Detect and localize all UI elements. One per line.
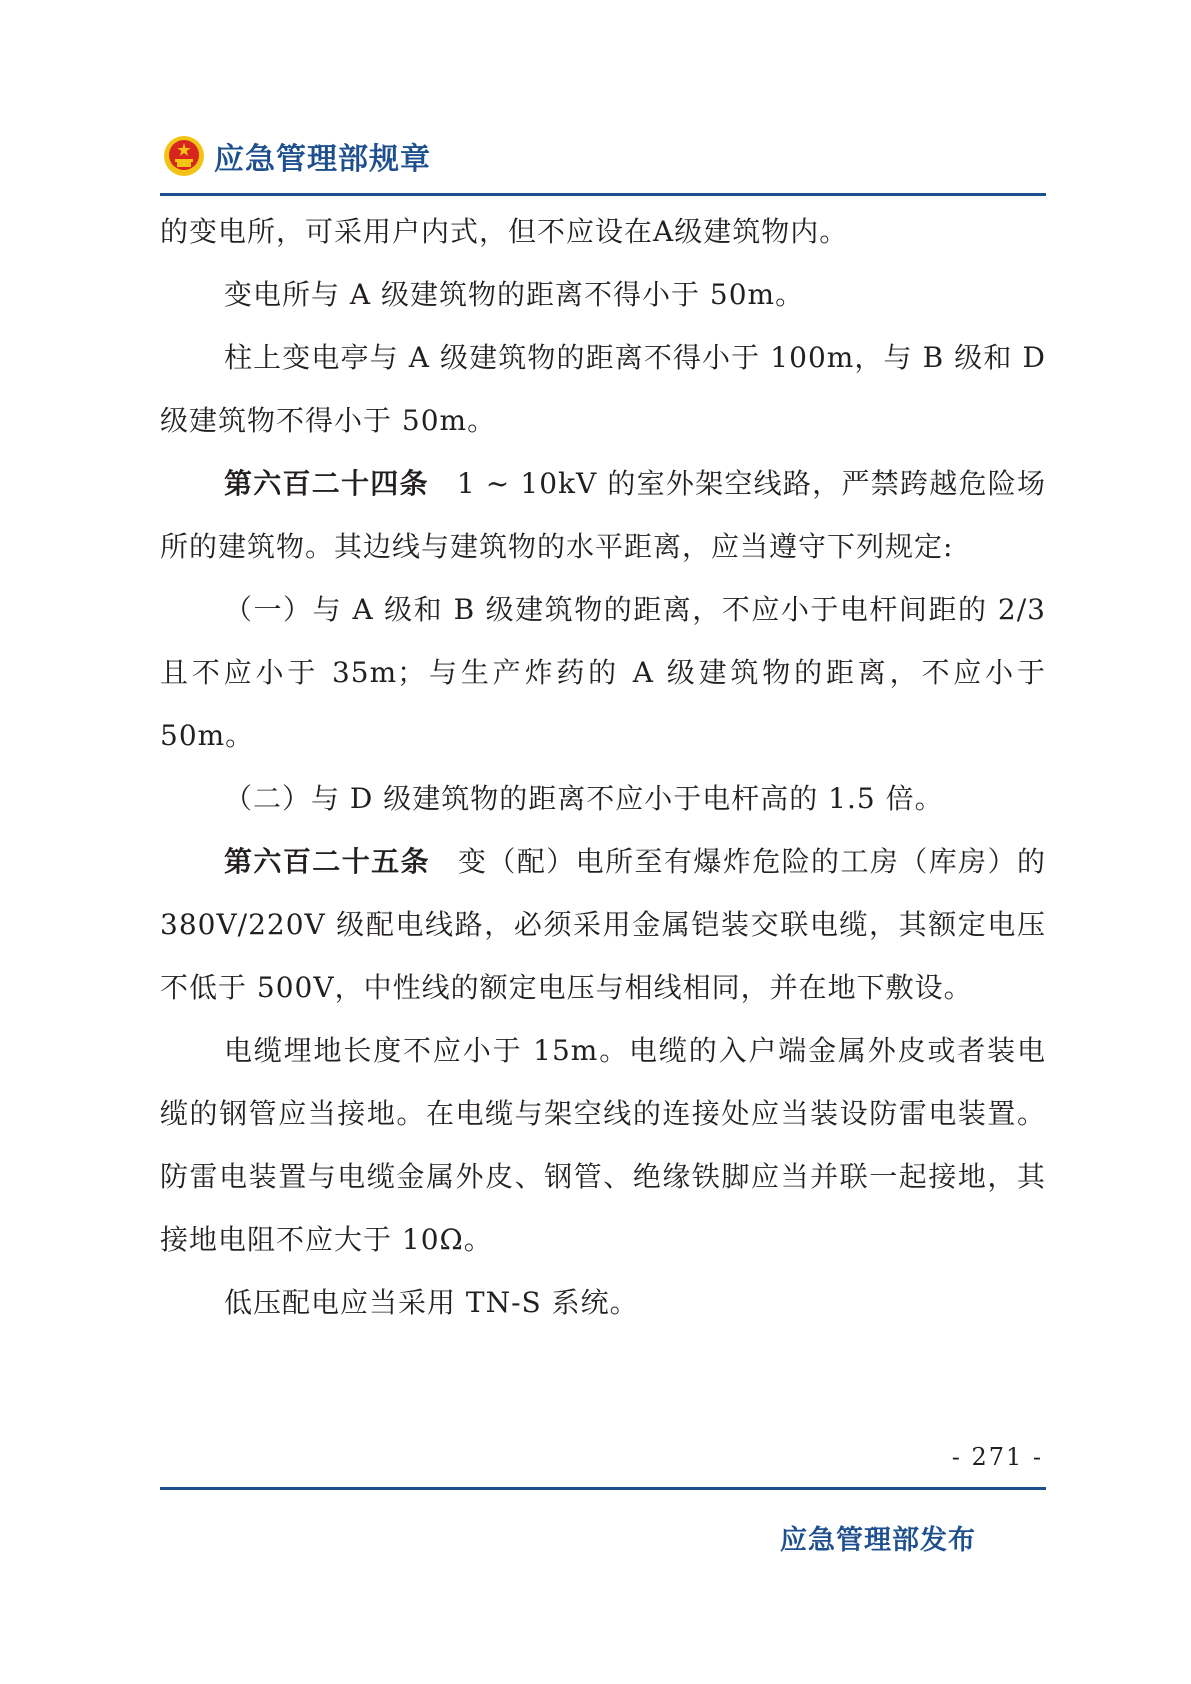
- paragraph: [160, 452, 1046, 578]
- page-header: [162, 128, 431, 184]
- paragraph-text: 的变电所，可采用户内式，但不应设在A级建筑物内。: [160, 215, 849, 248]
- paragraph: [160, 263, 1046, 326]
- header-divider: [160, 193, 1046, 196]
- paragraph-text: 1 ~ 10kV 的室外架空线路，严禁跨越危险场所的建筑物。其边线与建筑物的水平距离，应当遵守下列规定:: [160, 467, 1046, 563]
- paragraph: [160, 1019, 1046, 1271]
- paragraph: [160, 326, 1046, 452]
- header-title: 应急管理部规章: [214, 142, 431, 177]
- paragraph-text: （一）与 A 级和 B 级建筑物的距离，不应小于电杆间距的 2/3 且不应小于 35m；与生产炸药的 A 级建筑物的距离，不应小于 50m。: [160, 593, 1046, 752]
- article-number: 第六百二十五条: [224, 845, 430, 878]
- paragraph-text: 变（配）电所至有爆炸危险的工房（库房）的 380V/220V 级配电线路，必须采用金属铠装交联电缆，其额定电压不低于 500V，中性线的额定电压与相线相同，并在地下敷设。: [160, 845, 1046, 1004]
- footer-divider: [160, 1487, 1046, 1490]
- paragraph-text: （二）与 D 级建筑物的距离不应小于电杆高的 1.5 倍。: [224, 782, 944, 815]
- article-number: 第六百二十四条: [224, 467, 429, 500]
- paragraph-text: 变电所与 A 级建筑物的距离不得小于 50m。: [224, 278, 805, 311]
- national-emblem-icon: [162, 134, 206, 178]
- document-body: [160, 200, 1046, 1334]
- paragraph-text: 低压配电应当采用 TN-S 系统。: [224, 1286, 639, 1319]
- paragraph: [160, 830, 1046, 1019]
- paragraph: [160, 1271, 1046, 1334]
- paragraph-text: 柱上变电亭与 A 级建筑物的距离不得小于 100m，与 B 级和 D 级建筑物不得小于 50m。: [160, 341, 1046, 437]
- page-number: - 271 -: [951, 1443, 1043, 1471]
- paragraph: [160, 578, 1046, 767]
- paragraph-text: 电缆埋地长度不应小于 15m。电缆的入户端金属外皮或者装电缆的钢管应当接地。在电缆与架空线的连接处应当装设防雷电装置。防雷电装置与电缆金属外皮、钢管、绝缘铁脚应当并联一起接地，其接地电阻不应大于 10Ω。: [160, 1034, 1046, 1256]
- paragraph: [160, 200, 1046, 263]
- footer-publisher: 应急管理部发布: [780, 1525, 976, 1556]
- paragraph: [160, 767, 1046, 830]
